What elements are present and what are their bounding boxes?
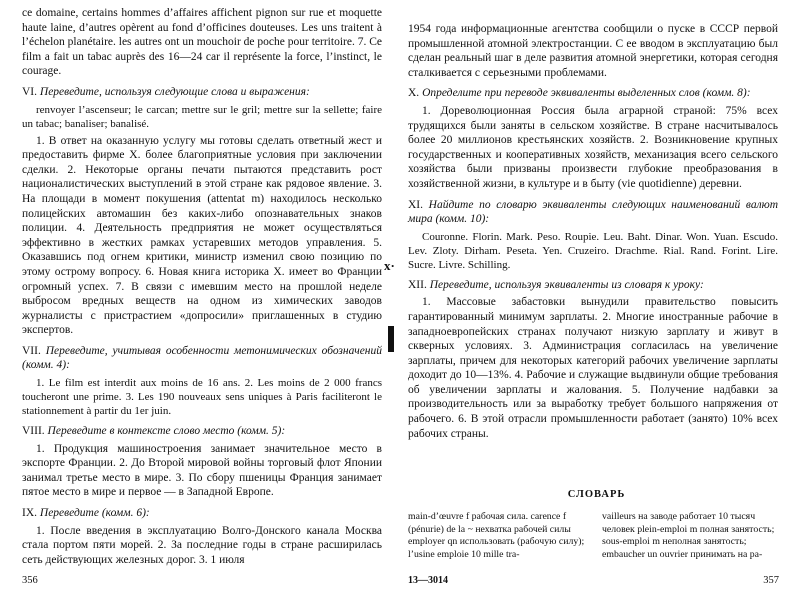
exercise-6-words: renvoyer l’ascenseur; le carcan; mettre sur le gril; mettre sur la sellette; faire un tabac; banaliser; banalisé. xyxy=(22,103,382,130)
exercise-7-text: 1. Le film est interdit aux moins de 16 ans. 2. Les moins de 2 000 francs toucheront une prime. 3. Les 190 nouveaux sens uniques à Paris faciliteront le stationnement à partir du 1er juin. xyxy=(22,377,382,418)
exercise-8-heading xyxy=(22,424,382,439)
exercise-10-title: Определите при переводе эквиваленты выделенных слов (комм. 8): xyxy=(422,87,751,100)
exercise-9-text: 1. После введения в эксплуатацию Волго-Донского канала Москва стала портом пяти морей. 2. За последние годы в стране расширилась сеть действующих железных дорог. 3. 1 июля xyxy=(22,524,382,566)
left-column xyxy=(22,6,382,567)
exercise-8-title: Переведите в контексте слово место (комм. 5): xyxy=(47,425,286,438)
exercise-11-text: Couronne. Florin. Mark. Peso. Roupie. Leu. Baht. Dinar. Won. Yuan. Escudo. Lev. Zloty. Dirham. Peseta. Yen. Cruzeiro. Drachme. Rial. Rand. Forint. Lire. Sucre. Livre. Schilling. xyxy=(408,230,778,271)
exercise-6-number: VI. xyxy=(22,85,38,98)
exercise-11-number: XI. xyxy=(408,198,424,211)
exercise-8-text: 1. Продукция машиностроения занимает значительное место в экспорте Франции. 2. До Второй мировой войны торговый флот Японии занимал третье место в мире. 3. По сбору пшеницы Франция занимает пятое место в мире и первое — в Западной Европе. xyxy=(22,442,382,499)
exercise-12-text: 1. Массовые забастовки вынудили правительство повысить гарантированный минимум зарплаты. 2. Многие иностранные рабочие в западноевропейских странах получают низкую зарплату и живут в скверных условиях. 3. Администрация согласилась на увеличение зарплаты, причем для некоторых категорий рабочих увеличение зарплаты доходит до 10—13%. 4. Рабочие и служащие выдвинули общие требования об увеличении зарплаты и жалования. 5. Получение надбавки за производительность или за выработку требует большого напряжения от рабочего. 6. В этой отрасли промышленности работает (занято) 10% всех рабочих страны. xyxy=(408,296,778,440)
exercise-9-title: Переведите (комм. 6): xyxy=(39,507,150,520)
exercise-7-number: VII. xyxy=(22,344,41,357)
exercise-6-title: Переведите, используя следующие слова и выражения: xyxy=(39,85,310,98)
exercise-9-heading xyxy=(22,506,382,521)
intro-paragraph: ce domaine, certains hommes d’affaires affichent pignon sur rue et moquette haute laine, d’autres opèrent au fond d’officines douteuses. Les uns traitent à l’échelon planétaire. les autres ont un mouchoir de poche pour territoire. 7. Ce film a fait un tabac auprès des 16—24 car il représente la force, l’instinct, le courage. xyxy=(22,7,382,78)
exercise-7-title: Переведите, учитывая особенности метонимических обозначений (комм. 4): xyxy=(22,344,383,372)
exercise-8-number: VIII. xyxy=(22,425,45,438)
exercise-6-heading xyxy=(22,85,382,100)
page-number-left: 356 xyxy=(22,575,38,586)
right-page xyxy=(400,0,793,600)
exercise-7-heading xyxy=(22,344,382,373)
margin-x-mark: x· xyxy=(384,258,395,273)
glossary-column-2: vailleurs на заводе работает 10 тысяч человек plein-emploi m полная занятость; sous-emploi m неполная занятость; embaucher un ouvrier принимать на ра- xyxy=(602,511,775,560)
continuation-paragraph: 1954 года информационные агентства сообщили о пуске в СССР первой промышленной атомной электростанции. С ее вводом в эксплуатацию был сделан реальный шаг в деле развития атомной энергетики, которая сегодня сталкивается с серьезными проблемами. xyxy=(408,23,778,79)
margin-bar-mark xyxy=(388,326,394,352)
glossary-title: СЛОВАРЬ xyxy=(567,489,626,500)
exercise-6-text: 1. В ответ на оказанную услугу мы готовы сделать ответный жест и предоставить фирме X. более благоприятные условия при заключении сделки. 2. Некоторые органы печати пытаются представить рост националистических выступлений в этой стране как рядовое явление. 3. На площади в момент покушения (attentat m) находилось несколько полицейских автомашин без каких-либо опознавательных знаков полиции. 4. Деятельность предприятия не может осуществляться эффективно в жестких рамках устаревших методов управления. 5. Оказавшись под огнем критики, министр изменил свою позицию по этому острому вопросу. 6. Новая книга историка X. имеет во Франции огромный успех. 7. В связи с имевшим место на прошлой неделе выбросом вредных веществ на одном из химических заводов журналисты с пристрастием «допросили» приглашенных в студию экспертов. xyxy=(22,134,382,337)
exercise-10-number: X. xyxy=(408,87,420,100)
exercise-12-number: XII. xyxy=(408,278,427,291)
glossary-column-1: main-d’œuvre f рабочая сила. carence f (pénurie) de la ~ нехватка рабочей силы employer qn использовать (рабочую силу); l’usine emploie 10 mille tra- xyxy=(408,511,585,560)
left-page xyxy=(0,0,390,600)
exercise-10-text: 1. Дореволюционная Россия была аграрной страной: 75% всех трудящихся были заняты в сельском хозяйстве. В стране насчитывалось более 20 миллионов крестьянских хозяйств. 2. Возникновение крупных государственных и кооперативных хозяйств, механизация всего сельского хозяйства были призваны произвести глубокие преобразования в хозяйственной жизни, в культуре и в быту (vie quotidienne) деревни. xyxy=(408,104,778,190)
right-column xyxy=(408,22,778,441)
exercise-9-number: IX. xyxy=(22,507,38,520)
page-number-right: 357 xyxy=(763,575,779,586)
exercise-12-title: Переведите, используя эквиваленты из словаря к уроку: xyxy=(429,278,704,291)
exercise-11-title: Найдите по словарю эквиваленты следующих наименований валют мира (комм. 10): xyxy=(408,198,779,226)
printer-signature: 13—3014 xyxy=(408,575,448,586)
exercise-10-heading xyxy=(408,86,778,101)
exercise-11-heading xyxy=(408,198,778,227)
exercise-12-heading xyxy=(408,278,778,293)
